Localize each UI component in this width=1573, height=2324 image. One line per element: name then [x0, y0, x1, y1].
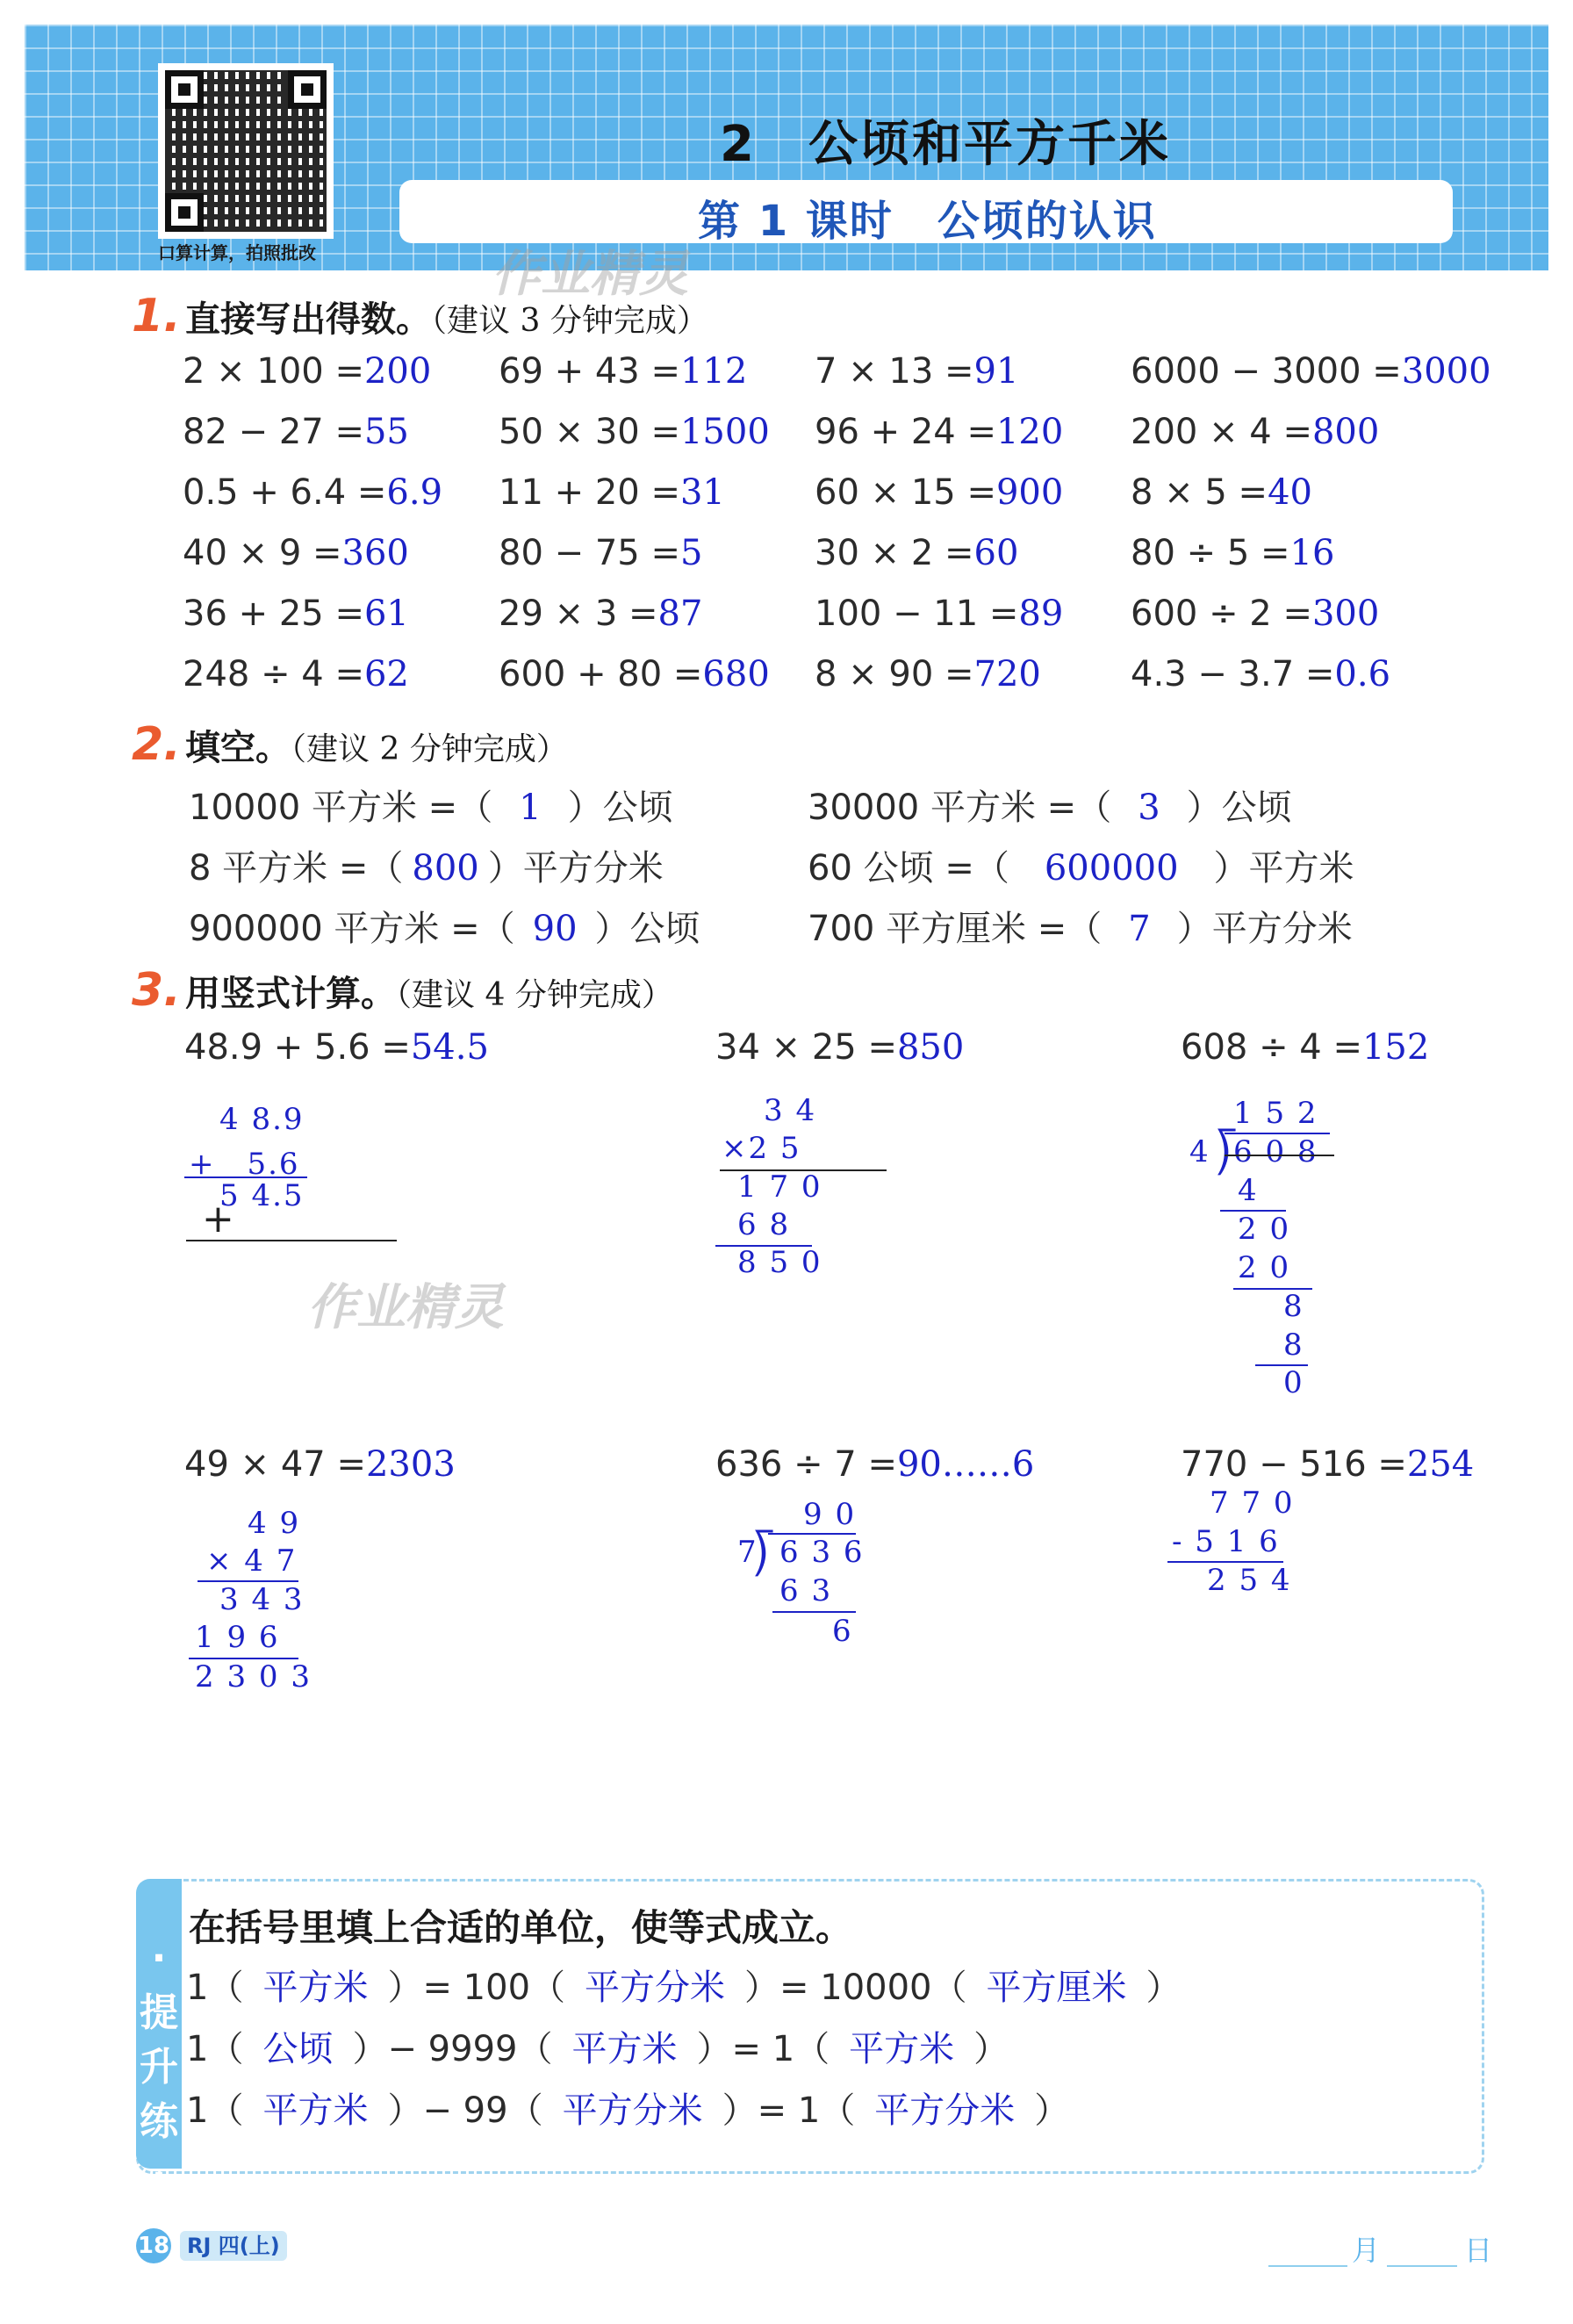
division-bracket-icon: ⟌ [1216, 1128, 1236, 1185]
equation-text: 1（ [186, 2029, 244, 2069]
challenge-equation [186, 1960, 1182, 2010]
answer: 850 [896, 1027, 965, 1068]
answer: 1500 [679, 412, 770, 452]
math-fact [183, 472, 442, 513]
vertical-problem: 48.9 + 5.6 =54.5 [184, 1027, 489, 1068]
answer[interactable]: 600000 [1044, 848, 1179, 889]
challenge-equation [186, 2021, 1009, 2071]
math-fact [1131, 594, 1379, 634]
answer: 360 [341, 533, 409, 573]
fill-blank-prefix: 10000 平方米 =（ [189, 788, 493, 828]
math-fact [499, 412, 770, 452]
work-line: 4 [1238, 1173, 1257, 1208]
math-question: 96 + 24 = [815, 412, 996, 452]
answer: 6.9 [386, 472, 443, 513]
work-line: × 4 7 [206, 1543, 298, 1579]
answer: 91 [973, 351, 1019, 392]
math-question: 82 − 27 = [183, 412, 364, 452]
vertical-problem: 608 ÷ 4 =152 [1181, 1027, 1430, 1068]
unit-answer[interactable]: 平方分米 [562, 2090, 703, 2131]
fill-blank-item [808, 840, 1354, 890]
answer: 54.5 [410, 1027, 489, 1068]
fill-blank-suffix: ）公顷 [1186, 788, 1292, 828]
work-line: 3 4 [764, 1093, 817, 1128]
answer: 200 [363, 351, 432, 392]
work-rule [186, 1240, 397, 1241]
math-fact [183, 351, 431, 392]
work-line: - 5 1 6 [1172, 1524, 1280, 1559]
unit-answer[interactable]: 平方米 [262, 1968, 369, 2008]
math-fact [499, 533, 702, 573]
unit-answer[interactable]: 平方米 [571, 2029, 678, 2069]
unit-answer[interactable]: 公顷 [262, 2029, 334, 2069]
work-line: 1 7 0 [737, 1169, 822, 1205]
math-fact [183, 412, 409, 452]
math-fact [815, 351, 1018, 392]
answer: 87 [657, 594, 703, 634]
work-divisor: 7 [737, 1535, 757, 1570]
answer[interactable]: 90 [532, 909, 578, 949]
answer: 120 [995, 412, 1064, 452]
work-mark: + [202, 1197, 234, 1241]
page-number: 18 [136, 2228, 171, 2263]
answer: 0.6 [1334, 654, 1391, 694]
math-question: 80 − 75 = [499, 533, 680, 573]
answer: 40 [1268, 472, 1312, 513]
work-line: 2 5 4 [1207, 1563, 1292, 1598]
math-question: 8 × 5 = [1131, 472, 1268, 513]
answer: 680 [702, 654, 770, 694]
answer: 61 [363, 594, 409, 634]
work-line: 1 9 6 [195, 1620, 280, 1655]
fill-blank-item [189, 780, 673, 830]
section-number: 2. [132, 718, 181, 771]
math-question: 40 × 9 = [183, 533, 342, 573]
fill-blank-suffix: ）公顷 [594, 909, 700, 949]
equation-text: ）− 99（ [387, 2090, 543, 2131]
section-title: 直接写出得数。 [185, 299, 432, 340]
work-line: 8 [1283, 1327, 1303, 1363]
challenge-equation [186, 2083, 1069, 2133]
qr-finder [165, 70, 204, 109]
math-question: 248 ÷ 4 = [183, 654, 364, 694]
answer: 62 [363, 654, 409, 694]
math-question: 29 × 3 = [499, 594, 658, 634]
challenge-tab-label: ·提升练· [140, 1936, 178, 2198]
math-question: 11 + 20 = [499, 472, 680, 513]
fill-blank-prefix: 30000 平方米 =（ [808, 788, 1112, 828]
math-fact [1131, 472, 1312, 513]
math-fact [183, 594, 409, 634]
answer[interactable]: 800 [412, 848, 479, 889]
work-line: 2 0 [1238, 1250, 1291, 1285]
math-question: 0.5 + 6.4 = [183, 472, 387, 513]
math-fact [815, 654, 1041, 694]
math-question: 60 × 15 = [815, 472, 996, 513]
work-rule [772, 1611, 856, 1613]
answer: 900 [995, 472, 1064, 513]
vertical-problem: 49 × 47 =2303 [184, 1444, 456, 1485]
work-line: 0 [1283, 1365, 1303, 1400]
fill-blank-prefix: 700 平方厘米 =（ [808, 909, 1103, 949]
equation-text: ）= 1（ [722, 2090, 856, 2131]
edition-badge: RJ 四(上) [180, 2231, 287, 2261]
section-note: （建议 2 分钟完成） [291, 731, 568, 767]
math-question: 80 ÷ 5 = [1131, 533, 1290, 573]
section-title: 用竖式计算。 [185, 974, 397, 1014]
work-line: 2 0 [1238, 1212, 1291, 1247]
day-blank[interactable] [1387, 2265, 1457, 2267]
math-fact [183, 654, 409, 694]
math-question: 2 × 100 = [183, 351, 364, 392]
math-question: 600 ÷ 2 = [1131, 594, 1312, 634]
fill-blank-suffix: ）平方分米 [1176, 909, 1353, 949]
fill-blank-prefix: 900000 平方米 =（ [189, 909, 515, 949]
qr-finder [288, 70, 327, 109]
work-line: 8 5 0 [737, 1245, 822, 1280]
math-fact [1131, 351, 1491, 392]
answer: 5 [679, 533, 703, 573]
math-question: 50 × 30 = [499, 412, 680, 452]
fill-blank-item [808, 780, 1292, 830]
work-line: 3 4 3 [219, 1582, 305, 1617]
answer: 90……6 [896, 1444, 1035, 1485]
answer: 2303 [365, 1444, 456, 1485]
work-line: 6 0 8 [1233, 1134, 1318, 1169]
fill-blank-suffix: ）公顷 [567, 788, 673, 828]
work-line: 5 4.5 [219, 1178, 305, 1213]
math-fact [499, 472, 725, 513]
fill-blank-prefix: 8 平方米 =（ [189, 848, 404, 889]
section-note: （建议 3 分钟完成） [431, 303, 708, 339]
work-line: 8 [1283, 1289, 1303, 1324]
month-label: 月 [1352, 2234, 1381, 2267]
math-question: 600 + 80 = [499, 654, 703, 694]
math-question: 8 × 90 = [815, 654, 974, 694]
equation-text: ） [1146, 1968, 1182, 2008]
vertical-problem: 34 × 25 =850 [715, 1027, 965, 1068]
qr-code[interactable] [158, 63, 334, 239]
work-line: ×2 5 [722, 1131, 801, 1166]
math-fact [499, 594, 702, 634]
math-fact [183, 533, 409, 573]
section-number: 1. [132, 290, 181, 342]
answer[interactable]: 1 [519, 788, 542, 828]
math-fact [815, 412, 1063, 452]
fill-blank-prefix: 60 公顷 =（ [808, 848, 1009, 889]
section2-heading [132, 718, 568, 771]
work-line: 1 5 2 [1233, 1096, 1318, 1131]
unit-answer[interactable]: 平方米 [262, 2090, 369, 2131]
work-line: 2 3 0 3 [195, 1659, 312, 1694]
section-title: 填空。 [185, 728, 291, 768]
division-bracket-icon: ⟌ [753, 1529, 773, 1587]
month-blank[interactable] [1268, 2265, 1347, 2267]
math-fact [1131, 412, 1379, 452]
work-divisor: 4 [1189, 1134, 1209, 1169]
work-line: 4 9 [248, 1506, 301, 1541]
lesson-title: 第 1 课时 公顷的认识 [698, 197, 1157, 246]
work-line: 4 8.9 [219, 1102, 305, 1137]
challenge-title: 在括号里填上合适的单位，使等式成立。 [189, 1906, 853, 1949]
fill-blank-suffix: ）平方分米 [487, 848, 664, 889]
math-fact [1131, 533, 1334, 573]
equation-text: ）= 10000（ [744, 1968, 967, 2008]
answer: 89 [1018, 594, 1064, 634]
equation-text: 1（ [186, 2090, 244, 2131]
vertical-problem: 636 ÷ 7 =90……6 [715, 1444, 1035, 1485]
answer: 720 [973, 654, 1041, 694]
math-question: 100 − 11 = [815, 594, 1019, 634]
equation-text: 1（ [186, 1968, 244, 2008]
work-line: 6 8 [737, 1207, 791, 1242]
work-line: 7 7 0 [1210, 1486, 1295, 1521]
vertical-problem: 770 − 516 =254 [1181, 1444, 1475, 1485]
answer[interactable]: 7 [1128, 909, 1151, 949]
answer: 254 [1406, 1444, 1475, 1485]
answer: 300 [1311, 594, 1380, 634]
math-fact [815, 533, 1018, 573]
work-line: + 5.6 [189, 1147, 300, 1182]
answer: 60 [973, 533, 1019, 573]
math-fact [815, 472, 1063, 513]
math-fact [815, 594, 1063, 634]
equation-text: ）− 9999（ [352, 2029, 553, 2069]
answer: 800 [1311, 412, 1380, 452]
math-fact [499, 654, 770, 694]
math-question: 7 × 13 = [815, 351, 974, 392]
answer[interactable]: 3 [1138, 788, 1160, 828]
answer: 31 [679, 472, 725, 513]
unit-answer[interactable]: 平方米 [849, 2029, 955, 2069]
section-note: （建议 4 分钟完成） [396, 977, 673, 1013]
answer: 55 [363, 412, 409, 452]
unit-title: 2 公顷和平方千米 [720, 116, 1171, 173]
watermark: 作业精灵 [307, 1279, 504, 1336]
work-line: 6 [832, 1614, 851, 1649]
day-label: 日 [1464, 2234, 1493, 2267]
answer: 16 [1289, 533, 1335, 573]
answer: 3000 [1401, 351, 1491, 392]
math-question: 30 × 2 = [815, 533, 974, 573]
answer: 112 [679, 351, 748, 392]
math-fact [499, 351, 747, 392]
math-question: 36 + 25 = [183, 594, 364, 634]
equation-text: ） [1034, 2090, 1070, 2131]
work-line: 6 3 6 [779, 1535, 865, 1570]
fill-blank-suffix: ）平方米 [1213, 848, 1354, 889]
section-number: 3. [132, 964, 181, 1017]
math-fact [1131, 654, 1390, 694]
work-line: 6 3 [779, 1573, 833, 1608]
work-rule [1225, 1155, 1334, 1156]
fill-blank-item [189, 840, 664, 890]
fill-blank-item [189, 901, 700, 951]
math-question: 6000 − 3000 = [1131, 351, 1402, 392]
unit-answer[interactable]: 平方分米 [585, 1968, 726, 2008]
section1-heading [132, 290, 708, 342]
unit-answer[interactable]: 平方分米 [874, 2090, 1016, 2131]
watermark: 作业精灵 [492, 246, 688, 303]
answer: 152 [1361, 1027, 1430, 1068]
work-line: 9 0 [803, 1497, 857, 1532]
equation-text: ）= 1（ [696, 2029, 830, 2069]
math-question: 69 + 43 = [499, 351, 680, 392]
math-question: 4.3 − 3.7 = [1131, 654, 1335, 694]
math-question: 200 × 4 = [1131, 412, 1312, 452]
section3-heading [132, 964, 673, 1017]
qr-caption: 口算计算，拍照批改 [158, 242, 316, 263]
unit-answer[interactable]: 平方厘米 [986, 1968, 1127, 2008]
fill-blank-item [808, 901, 1353, 951]
qr-finder [165, 193, 204, 232]
equation-text: ） [973, 2029, 1009, 2069]
equation-text: ）= 100（ [387, 1968, 566, 2008]
